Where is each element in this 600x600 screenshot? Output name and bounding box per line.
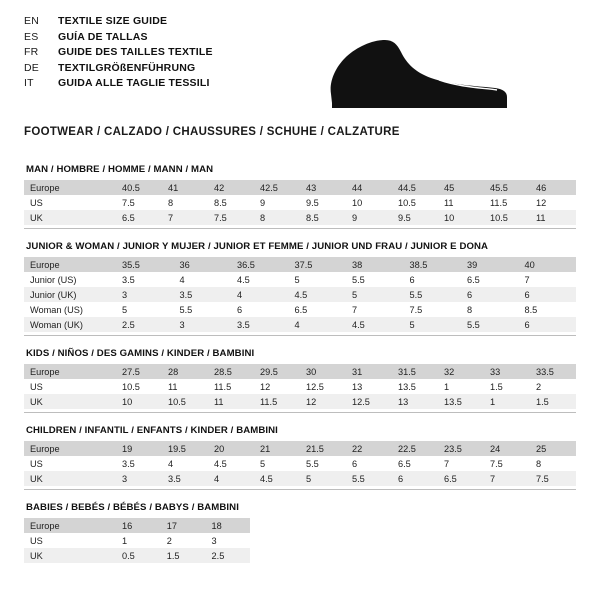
divider — [24, 335, 576, 336]
table-row — [24, 364, 576, 379]
size-cell: 9 — [346, 210, 392, 225]
size-cell: 3 — [206, 533, 251, 548]
size-cell: 36.5 — [231, 257, 289, 272]
language-row — [24, 61, 213, 77]
language-title-list — [24, 14, 213, 92]
size-cell: 10 — [116, 394, 162, 409]
language-title: TEXTILE SIZE GUIDE — [58, 15, 168, 27]
table-row — [24, 379, 576, 394]
size-cell: 5 — [116, 302, 174, 317]
language-code: DE — [24, 61, 39, 74]
size-cell: 9.5 — [300, 195, 346, 210]
size-cell: 22.5 — [392, 441, 438, 456]
size-cell: 16 — [116, 518, 161, 533]
size-cell: 11 — [208, 394, 254, 409]
size-cell: 1.5 — [484, 379, 530, 394]
size-cell: 11.5 — [484, 195, 530, 210]
size-cell: 7 — [346, 302, 404, 317]
language-row — [24, 14, 213, 30]
size-cell: 8.5 — [519, 302, 577, 317]
size-table — [24, 180, 576, 225]
size-cell: 30 — [300, 364, 346, 379]
size-cell: 40.5 — [116, 180, 162, 195]
size-cell: 10 — [438, 210, 484, 225]
size-cell: 19 — [116, 441, 162, 456]
size-group-title: CHILDREN / INFANTIL / ENFANTS / KINDER / BAMBINI — [26, 425, 278, 436]
size-cell: 37.5 — [289, 257, 347, 272]
size-cell: 5 — [404, 317, 462, 332]
size-cell: 13 — [346, 379, 392, 394]
dress-shoe-icon — [319, 32, 509, 112]
size-table — [24, 441, 576, 486]
size-cell: 32 — [438, 364, 484, 379]
size-group — [24, 241, 576, 336]
size-cell: 23.5 — [438, 441, 484, 456]
size-cell: 7 — [519, 272, 577, 287]
size-cell: 7.5 — [404, 302, 462, 317]
size-cell: 7 — [484, 471, 530, 486]
size-group — [24, 425, 576, 490]
table-row — [24, 302, 576, 317]
language-code: IT — [24, 77, 34, 89]
size-cell: 13.5 — [392, 379, 438, 394]
size-cell: 8 — [461, 302, 519, 317]
size-cell: 2 — [161, 533, 206, 548]
size-cell: 10.5 — [484, 210, 530, 225]
row-label: Europe — [24, 441, 116, 456]
size-cell: 42 — [208, 180, 254, 195]
size-cell: 3.5 — [231, 317, 289, 332]
table-row — [24, 441, 576, 456]
size-cell: 5.5 — [346, 272, 404, 287]
table-row — [24, 317, 576, 332]
size-cell: 2 — [530, 379, 576, 394]
size-cell: 4 — [174, 272, 232, 287]
table-row — [24, 518, 250, 533]
table-row — [24, 257, 576, 272]
row-label: UK — [24, 210, 116, 225]
size-cell: 7 — [162, 210, 208, 225]
size-cell: 0.5 — [116, 548, 161, 563]
size-cell: 31 — [346, 364, 392, 379]
size-group-title: BABIES / BEBÉS / BÉBÉS / BABYS / BAMBINI — [26, 502, 239, 513]
row-label: Europe — [24, 180, 116, 195]
size-cell: 2.5 — [116, 317, 174, 332]
size-cell: 3.5 — [116, 272, 174, 287]
size-group — [24, 502, 576, 563]
size-cell: 8.5 — [300, 210, 346, 225]
size-cell: 5.5 — [346, 471, 392, 486]
size-cell: 6.5 — [461, 272, 519, 287]
size-cell: 29.5 — [254, 364, 300, 379]
size-cell: 11 — [162, 379, 208, 394]
size-cell: 40 — [519, 257, 577, 272]
language-row — [24, 76, 213, 92]
size-cell: 33.5 — [530, 364, 576, 379]
page-title: FOOTWEAR / CALZADO / CHAUSSURES / SCHUHE / CALZATURE — [24, 126, 400, 138]
language-title: GUIDE DES TAILLES TEXTILE — [58, 46, 213, 58]
size-cell: 8 — [530, 456, 576, 471]
size-cell: 36 — [174, 257, 232, 272]
size-table — [24, 518, 250, 563]
size-cell: 38.5 — [404, 257, 462, 272]
size-cell: 4.5 — [231, 272, 289, 287]
size-cell: 39 — [461, 257, 519, 272]
size-cell: 13.5 — [438, 394, 484, 409]
size-cell: 6 — [231, 302, 289, 317]
size-cell: 4.5 — [346, 317, 404, 332]
size-cell: 44.5 — [392, 180, 438, 195]
size-cell: 21 — [254, 441, 300, 456]
size-cell: 3.5 — [162, 471, 208, 486]
row-label: Europe — [24, 257, 116, 272]
size-cell: 1 — [438, 379, 484, 394]
size-cell: 4 — [289, 317, 347, 332]
size-cell: 7.5 — [530, 471, 576, 486]
table-row — [24, 533, 250, 548]
size-cell: 31.5 — [392, 364, 438, 379]
row-label: US — [24, 379, 116, 394]
size-cell: 21.5 — [300, 441, 346, 456]
size-group-title: KIDS / NIÑOS / DES GAMINS / KINDER / BAMBINI — [26, 348, 255, 359]
size-cell: 1 — [116, 533, 161, 548]
size-cell: 12 — [530, 195, 576, 210]
language-code: EN — [24, 15, 39, 27]
size-cell: 6 — [461, 287, 519, 302]
size-cell: 41 — [162, 180, 208, 195]
size-cell: 5 — [346, 287, 404, 302]
size-cell: 3 — [116, 471, 162, 486]
row-label: Woman (UK) — [24, 317, 116, 332]
language-title: GUIDA ALLE TAGLIE TESSILI — [58, 77, 210, 89]
size-cell: 45.5 — [484, 180, 530, 195]
table-row — [24, 548, 250, 563]
size-cell: 28 — [162, 364, 208, 379]
size-cell: 19.5 — [162, 441, 208, 456]
size-cell: 10 — [346, 195, 392, 210]
divider — [24, 412, 576, 413]
size-cell: 8 — [162, 195, 208, 210]
size-cell: 4.5 — [208, 456, 254, 471]
table-row — [24, 287, 576, 302]
size-cell: 6 — [404, 272, 462, 287]
size-cell: 5 — [289, 272, 347, 287]
row-label: UK — [24, 548, 116, 563]
size-cell: 6 — [519, 317, 577, 332]
size-cell: 18 — [206, 518, 251, 533]
size-cell: 4 — [208, 471, 254, 486]
language-title: TEXTILGRÖßENFÜHRUNG — [58, 61, 196, 74]
size-cell: 11 — [530, 210, 576, 225]
size-cell: 1.5 — [161, 548, 206, 563]
size-group — [24, 348, 576, 413]
divider — [24, 489, 576, 490]
table-row — [24, 272, 576, 287]
size-cell: 1 — [484, 394, 530, 409]
size-table — [24, 364, 576, 409]
size-cell: 46 — [530, 180, 576, 195]
size-group — [24, 164, 576, 229]
size-cell: 6 — [346, 456, 392, 471]
shoe-illustration — [213, 14, 576, 112]
page-header — [0, 0, 600, 112]
size-cell: 5.5 — [461, 317, 519, 332]
size-cell: 4 — [231, 287, 289, 302]
row-label: Woman (US) — [24, 302, 116, 317]
size-cell: 17 — [161, 518, 206, 533]
size-cell: 33 — [484, 364, 530, 379]
size-cell: 8 — [254, 210, 300, 225]
size-cell: 6 — [392, 471, 438, 486]
table-row — [24, 210, 576, 225]
size-cell: 3 — [174, 317, 232, 332]
size-cell: 44 — [346, 180, 392, 195]
size-cell: 6.5 — [392, 456, 438, 471]
size-cell: 4.5 — [254, 471, 300, 486]
size-cell: 10.5 — [116, 379, 162, 394]
language-code: FR — [24, 46, 39, 58]
size-cell: 1.5 — [530, 394, 576, 409]
size-cell: 11.5 — [208, 379, 254, 394]
language-title: GUÍA DE TALLAS — [58, 30, 148, 43]
language-row — [24, 45, 213, 61]
row-label: Europe — [24, 364, 116, 379]
table-row — [24, 471, 576, 486]
size-cell: 43 — [300, 180, 346, 195]
size-cell: 5.5 — [404, 287, 462, 302]
size-cell: 6 — [519, 287, 577, 302]
size-cell: 8.5 — [208, 195, 254, 210]
size-cell: 3.5 — [174, 287, 232, 302]
size-cell: 28.5 — [208, 364, 254, 379]
size-cell: 22 — [346, 441, 392, 456]
size-table — [24, 257, 576, 332]
size-cell: 5 — [254, 456, 300, 471]
size-cell: 7.5 — [208, 210, 254, 225]
size-cell: 5 — [300, 471, 346, 486]
size-cell: 35.5 — [116, 257, 174, 272]
size-cell: 13 — [392, 394, 438, 409]
table-row — [24, 180, 576, 195]
size-cell: 45 — [438, 180, 484, 195]
row-label: US — [24, 456, 116, 471]
size-cell: 6.5 — [116, 210, 162, 225]
size-cell: 2.5 — [206, 548, 251, 563]
size-cell: 12.5 — [300, 379, 346, 394]
size-cell: 10.5 — [392, 195, 438, 210]
size-cell: 38 — [346, 257, 404, 272]
size-cell: 4.5 — [289, 287, 347, 302]
size-cell: 27.5 — [116, 364, 162, 379]
row-label: US — [24, 195, 116, 210]
size-cell: 3.5 — [116, 456, 162, 471]
size-group-title: MAN / HOMBRE / HOMME / MANN / MAN — [26, 164, 214, 175]
size-cell: 7 — [438, 456, 484, 471]
size-cell: 6.5 — [289, 302, 347, 317]
size-cell: 9.5 — [392, 210, 438, 225]
size-cell: 12.5 — [346, 394, 392, 409]
language-row — [24, 30, 213, 46]
size-cell: 6.5 — [438, 471, 484, 486]
size-cell: 20 — [208, 441, 254, 456]
size-cell: 12 — [300, 394, 346, 409]
size-cell: 24 — [484, 441, 530, 456]
size-tables — [0, 164, 600, 563]
divider — [24, 228, 576, 229]
size-cell: 3 — [116, 287, 174, 302]
size-cell: 25 — [530, 441, 576, 456]
table-row — [24, 394, 576, 409]
size-cell: 10.5 — [162, 394, 208, 409]
size-group-title: JUNIOR & WOMAN / JUNIOR Y MUJER / JUNIOR ET FEMME / JUNIOR UND FRAU / JUNIOR E DONA — [26, 241, 489, 252]
size-cell: 12 — [254, 379, 300, 394]
size-cell: 5.5 — [300, 456, 346, 471]
size-cell: 7.5 — [116, 195, 162, 210]
row-label: Junior (UK) — [24, 287, 116, 302]
size-cell: 11 — [438, 195, 484, 210]
size-cell: 9 — [254, 195, 300, 210]
row-label: US — [24, 533, 116, 548]
table-row — [24, 456, 576, 471]
size-cell: 11.5 — [254, 394, 300, 409]
language-code: ES — [24, 30, 39, 43]
row-label: Junior (US) — [24, 272, 116, 287]
row-label: Europe — [24, 518, 116, 533]
size-cell: 7.5 — [484, 456, 530, 471]
size-cell: 5.5 — [174, 302, 232, 317]
size-cell: 4 — [162, 456, 208, 471]
row-label: UK — [24, 394, 116, 409]
size-cell: 42.5 — [254, 180, 300, 195]
row-label: UK — [24, 471, 116, 486]
table-row — [24, 195, 576, 210]
